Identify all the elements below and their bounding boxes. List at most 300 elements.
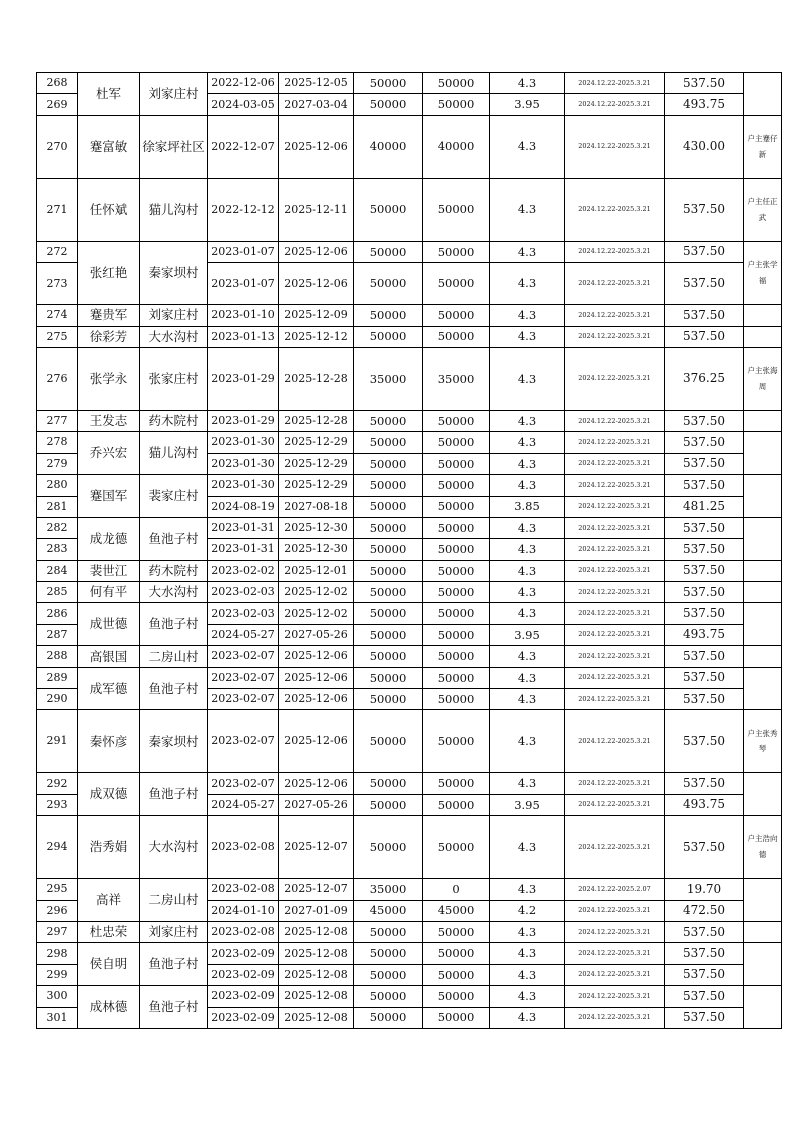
interest-rate-cell: 4.3 — [490, 241, 565, 262]
start-date-cell: 2023-02-07 — [208, 646, 279, 667]
loan-amount-cell: 50000 — [354, 539, 423, 560]
end-date-cell: 2025-12-29 — [279, 453, 354, 474]
row-number-cell: 289 — [37, 667, 78, 688]
remark-cell — [744, 560, 782, 581]
row-number-cell: 298 — [37, 943, 78, 964]
end-date-cell: 2025-12-08 — [279, 1007, 354, 1028]
row-number-cell: 270 — [37, 115, 78, 178]
interest-rate-cell: 3.85 — [490, 496, 565, 517]
start-date-cell: 2023-02-03 — [208, 603, 279, 624]
start-date-cell: 2023-01-10 — [208, 305, 279, 326]
remark-cell — [744, 517, 782, 560]
table-row — [37, 73, 782, 94]
row-number-cell: 269 — [37, 94, 78, 115]
subsidy-period-cell: 2024.12.22-2025.3.21 — [565, 517, 665, 538]
table-row — [37, 347, 782, 410]
subsidy-period-cell: 2024.12.22-2025.3.21 — [565, 900, 665, 921]
balance-cell: 50000 — [423, 646, 490, 667]
row-number-cell: 286 — [37, 603, 78, 624]
row-number-cell: 293 — [37, 794, 78, 815]
end-date-cell: 2025-12-28 — [279, 410, 354, 431]
interest-rate-cell: 4.3 — [490, 964, 565, 985]
village-cell: 刘家庄村 — [140, 73, 208, 116]
subsidy-amount-cell: 481.25 — [665, 496, 744, 517]
village-cell: 鱼池子村 — [140, 667, 208, 710]
subsidy-amount-cell: 537.50 — [665, 305, 744, 326]
start-date-cell: 2024-01-10 — [208, 900, 279, 921]
borrower-name-cell: 蹇国军 — [78, 475, 140, 518]
subsidy-amount-cell: 537.50 — [665, 241, 744, 262]
start-date-cell: 2023-01-07 — [208, 241, 279, 262]
interest-rate-cell: 3.95 — [490, 794, 565, 815]
end-date-cell: 2025-12-06 — [279, 667, 354, 688]
balance-cell: 50000 — [423, 816, 490, 879]
remark-text: 户主张海周 — [747, 366, 778, 391]
village-cell: 鱼池子村 — [140, 517, 208, 560]
end-date-cell: 2025-12-01 — [279, 560, 354, 581]
loan-amount-cell: 50000 — [354, 432, 423, 453]
balance-cell: 50000 — [423, 178, 490, 241]
start-date-cell: 2023-01-31 — [208, 539, 279, 560]
interest-rate-cell: 4.3 — [490, 667, 565, 688]
village-cell: 猫儿沟村 — [140, 178, 208, 241]
borrower-name-cell: 蹇贵军 — [78, 305, 140, 326]
end-date-cell: 2027-05-26 — [279, 794, 354, 815]
subsidy-period-cell: 2024.12.22-2025.3.21 — [565, 347, 665, 410]
subsidy-amount-cell: 537.50 — [665, 560, 744, 581]
borrower-name-cell: 秦怀彦 — [78, 710, 140, 773]
village-cell: 二房山村 — [140, 879, 208, 922]
end-date-cell: 2025-12-08 — [279, 986, 354, 1007]
interest-rate-cell: 4.3 — [490, 1007, 565, 1028]
end-date-cell: 2025-12-06 — [279, 115, 354, 178]
subsidy-period-cell: 2024.12.22-2025.3.21 — [565, 496, 665, 517]
start-date-cell: 2023-01-13 — [208, 326, 279, 347]
row-number-cell: 295 — [37, 879, 78, 900]
loan-amount-cell: 50000 — [354, 582, 423, 603]
loan-amount-cell: 50000 — [354, 560, 423, 581]
interest-rate-cell: 4.3 — [490, 560, 565, 581]
subsidy-period-cell: 2024.12.22-2025.3.21 — [565, 432, 665, 453]
interest-rate-cell: 4.3 — [490, 263, 565, 305]
remark-cell — [744, 667, 782, 710]
start-date-cell: 2023-01-31 — [208, 517, 279, 538]
balance-cell: 50000 — [423, 964, 490, 985]
subsidy-period-cell: 2024.12.22-2025.3.21 — [565, 582, 665, 603]
borrower-name-cell: 乔兴宏 — [78, 432, 140, 475]
balance-cell: 50000 — [423, 453, 490, 474]
row-number-cell: 271 — [37, 178, 78, 241]
start-date-cell: 2023-02-09 — [208, 986, 279, 1007]
start-date-cell: 2023-01-30 — [208, 432, 279, 453]
table-row — [37, 943, 782, 964]
loan-amount-cell: 50000 — [354, 496, 423, 517]
start-date-cell: 2023-02-07 — [208, 667, 279, 688]
table-row — [37, 432, 782, 453]
borrower-name-cell: 成龙德 — [78, 517, 140, 560]
balance-cell: 50000 — [423, 539, 490, 560]
table-row — [37, 603, 782, 624]
end-date-cell: 2025-12-12 — [279, 326, 354, 347]
end-date-cell: 2025-12-05 — [279, 73, 354, 94]
row-number-cell: 272 — [37, 241, 78, 262]
loan-amount-cell: 50000 — [354, 94, 423, 115]
subsidy-amount-cell: 376.25 — [665, 347, 744, 410]
balance-cell: 50000 — [423, 73, 490, 94]
balance-cell: 35000 — [423, 347, 490, 410]
table-row — [37, 986, 782, 1007]
remark-cell — [744, 582, 782, 603]
table-row — [37, 410, 782, 431]
subsidy-amount-cell: 537.50 — [665, 943, 744, 964]
interest-rate-cell: 4.3 — [490, 921, 565, 942]
remark-cell — [744, 305, 782, 326]
row-number-cell: 285 — [37, 582, 78, 603]
row-number-cell: 296 — [37, 900, 78, 921]
balance-cell: 50000 — [423, 1007, 490, 1028]
subsidy-period-cell: 2024.12.22-2025.3.21 — [565, 475, 665, 496]
interest-rate-cell: 4.3 — [490, 432, 565, 453]
borrower-name-cell: 徐彩芳 — [78, 326, 140, 347]
subsidy-amount-cell: 537.50 — [665, 773, 744, 794]
end-date-cell: 2025-12-06 — [279, 689, 354, 710]
village-cell: 刘家庄村 — [140, 921, 208, 942]
subsidy-amount-cell: 537.50 — [665, 689, 744, 710]
start-date-cell: 2023-01-07 — [208, 263, 279, 305]
borrower-name-cell: 张学永 — [78, 347, 140, 410]
balance-cell: 50000 — [423, 582, 490, 603]
row-number-cell: 281 — [37, 496, 78, 517]
end-date-cell: 2025-12-06 — [279, 710, 354, 773]
start-date-cell: 2023-02-08 — [208, 921, 279, 942]
borrower-name-cell: 成林德 — [78, 986, 140, 1029]
remark-cell — [744, 879, 782, 922]
table-row — [37, 646, 782, 667]
subsidy-amount-cell: 537.50 — [665, 816, 744, 879]
village-cell: 二房山村 — [140, 646, 208, 667]
balance-cell: 50000 — [423, 921, 490, 942]
subsidy-period-cell: 2024.12.22-2025.3.21 — [565, 689, 665, 710]
subsidy-period-cell: 2024.12.22-2025.3.21 — [565, 710, 665, 773]
interest-rate-cell: 4.3 — [490, 603, 565, 624]
start-date-cell: 2023-02-09 — [208, 943, 279, 964]
loan-subsidy-table-page — [36, 72, 782, 1029]
end-date-cell: 2025-12-11 — [279, 178, 354, 241]
start-date-cell: 2023-02-09 — [208, 1007, 279, 1028]
end-date-cell: 2027-08-18 — [279, 496, 354, 517]
subsidy-amount-cell: 537.50 — [665, 73, 744, 94]
remark-cell — [744, 115, 782, 178]
balance-cell: 50000 — [423, 496, 490, 517]
subsidy-amount-cell: 537.50 — [665, 921, 744, 942]
row-number-cell: 301 — [37, 1007, 78, 1028]
end-date-cell: 2025-12-06 — [279, 241, 354, 262]
interest-rate-cell: 4.3 — [490, 773, 565, 794]
subsidy-amount-cell: 537.50 — [665, 603, 744, 624]
interest-rate-cell: 4.3 — [490, 305, 565, 326]
remark-text: 户主任正武 — [747, 197, 778, 222]
row-number-cell: 290 — [37, 689, 78, 710]
balance-cell: 50000 — [423, 263, 490, 305]
balance-cell: 50000 — [423, 794, 490, 815]
end-date-cell: 2025-12-02 — [279, 582, 354, 603]
remark-text: 户主张秀琴 — [747, 728, 778, 754]
table-row — [37, 582, 782, 603]
remark-cell — [744, 816, 782, 879]
subsidy-period-cell: 2024.12.22-2025.3.21 — [565, 178, 665, 241]
subsidy-period-cell: 2024.12.22-2025.3.21 — [565, 539, 665, 560]
end-date-cell: 2025-12-29 — [279, 432, 354, 453]
loan-amount-cell: 45000 — [354, 900, 423, 921]
remark-text: 户主浩向德 — [747, 834, 778, 860]
loan-amount-cell: 50000 — [354, 943, 423, 964]
row-number-cell: 274 — [37, 305, 78, 326]
row-number-cell: 284 — [37, 560, 78, 581]
subsidy-amount-cell: 537.50 — [665, 432, 744, 453]
subsidy-amount-cell: 537.50 — [665, 539, 744, 560]
end-date-cell: 2025-12-08 — [279, 921, 354, 942]
subsidy-period-cell: 2024.12.22-2025.2.07 — [565, 879, 665, 900]
loan-amount-cell: 50000 — [354, 263, 423, 305]
balance-cell: 50000 — [423, 241, 490, 262]
balance-cell: 50000 — [423, 560, 490, 581]
table-row — [37, 517, 782, 538]
village-cell: 张家庄村 — [140, 347, 208, 410]
row-number-cell: 277 — [37, 410, 78, 431]
subsidy-period-cell: 2024.12.22-2025.3.21 — [565, 603, 665, 624]
subsidy-period-cell: 2024.12.22-2025.3.21 — [565, 1007, 665, 1028]
village-cell: 鱼池子村 — [140, 773, 208, 816]
borrower-name-cell: 杜军 — [78, 73, 140, 116]
subsidy-amount-cell: 537.50 — [665, 453, 744, 474]
borrower-name-cell: 浩秀娟 — [78, 816, 140, 879]
balance-cell: 50000 — [423, 305, 490, 326]
remark-cell — [744, 432, 782, 475]
row-number-cell: 292 — [37, 773, 78, 794]
loan-amount-cell: 50000 — [354, 624, 423, 645]
start-date-cell: 2022-12-06 — [208, 73, 279, 94]
loan-amount-cell: 50000 — [354, 603, 423, 624]
village-cell: 鱼池子村 — [140, 943, 208, 986]
loan-amount-cell: 50000 — [354, 410, 423, 431]
interest-rate-cell: 4.3 — [490, 689, 565, 710]
borrower-name-cell: 成世德 — [78, 603, 140, 646]
loan-amount-cell: 50000 — [354, 921, 423, 942]
balance-cell: 50000 — [423, 689, 490, 710]
subsidy-period-cell: 2024.12.22-2025.3.21 — [565, 263, 665, 305]
table-row — [37, 816, 782, 879]
loan-amount-cell: 50000 — [354, 710, 423, 773]
balance-cell: 50000 — [423, 326, 490, 347]
subsidy-amount-cell: 493.75 — [665, 794, 744, 815]
subsidy-amount-cell: 537.50 — [665, 1007, 744, 1028]
loan-amount-cell: 50000 — [354, 241, 423, 262]
interest-rate-cell: 4.3 — [490, 517, 565, 538]
village-cell: 徐家坪社区 — [140, 115, 208, 178]
village-cell: 秦家坝村 — [140, 710, 208, 773]
table-row — [37, 921, 782, 942]
village-cell: 鱼池子村 — [140, 986, 208, 1029]
start-date-cell: 2023-02-02 — [208, 560, 279, 581]
subsidy-period-cell: 2024.12.22-2025.3.21 — [565, 326, 665, 347]
subsidy-period-cell: 2024.12.22-2025.3.21 — [565, 667, 665, 688]
remark-cell — [744, 241, 782, 304]
village-cell: 猫儿沟村 — [140, 432, 208, 475]
loan-amount-cell: 40000 — [354, 115, 423, 178]
start-date-cell: 2023-02-09 — [208, 964, 279, 985]
remark-cell — [744, 347, 782, 410]
interest-rate-cell: 3.95 — [490, 94, 565, 115]
subsidy-amount-cell: 537.50 — [665, 710, 744, 773]
subsidy-amount-cell: 537.50 — [665, 582, 744, 603]
table-row — [37, 879, 782, 900]
start-date-cell: 2022-12-07 — [208, 115, 279, 178]
loan-amount-cell: 50000 — [354, 667, 423, 688]
village-cell: 药木院村 — [140, 410, 208, 431]
subsidy-period-cell: 2024.12.22-2025.3.21 — [565, 624, 665, 645]
table-row — [37, 115, 782, 178]
table-row — [37, 667, 782, 688]
subsidy-period-cell: 2024.12.22-2025.3.21 — [565, 943, 665, 964]
interest-rate-cell: 4.3 — [490, 475, 565, 496]
end-date-cell: 2025-12-30 — [279, 517, 354, 538]
subsidy-period-cell: 2024.12.22-2025.3.21 — [565, 560, 665, 581]
end-date-cell: 2025-12-02 — [279, 603, 354, 624]
borrower-name-cell: 高祥 — [78, 879, 140, 922]
balance-cell: 50000 — [423, 624, 490, 645]
interest-rate-cell: 4.3 — [490, 816, 565, 879]
remark-cell — [744, 646, 782, 667]
row-number-cell: 283 — [37, 539, 78, 560]
interest-rate-cell: 4.3 — [490, 347, 565, 410]
table-row — [37, 710, 782, 773]
interest-rate-cell: 4.3 — [490, 410, 565, 431]
borrower-name-cell: 裴世江 — [78, 560, 140, 581]
loan-amount-cell: 50000 — [354, 773, 423, 794]
balance-cell: 50000 — [423, 517, 490, 538]
row-number-cell: 275 — [37, 326, 78, 347]
loan-amount-cell: 50000 — [354, 1007, 423, 1028]
village-cell: 大水沟村 — [140, 582, 208, 603]
remark-cell — [744, 986, 782, 1029]
remark-cell — [744, 73, 782, 116]
subsidy-period-cell: 2024.12.22-2025.3.21 — [565, 94, 665, 115]
loan-amount-cell: 50000 — [354, 475, 423, 496]
village-cell: 鱼池子村 — [140, 603, 208, 646]
end-date-cell: 2027-01-09 — [279, 900, 354, 921]
interest-rate-cell: 4.3 — [490, 879, 565, 900]
balance-cell: 50000 — [423, 943, 490, 964]
interest-rate-cell: 4.3 — [490, 986, 565, 1007]
interest-rate-cell: 4.3 — [490, 178, 565, 241]
loan-amount-cell: 50000 — [354, 646, 423, 667]
row-number-cell: 287 — [37, 624, 78, 645]
interest-rate-cell: 4.3 — [490, 326, 565, 347]
interest-rate-cell: 4.3 — [490, 73, 565, 94]
row-number-cell: 294 — [37, 816, 78, 879]
subsidy-amount-cell: 537.50 — [665, 178, 744, 241]
row-number-cell: 276 — [37, 347, 78, 410]
start-date-cell: 2022-12-12 — [208, 178, 279, 241]
borrower-name-cell: 张红艳 — [78, 241, 140, 304]
row-number-cell: 291 — [37, 710, 78, 773]
remark-cell — [744, 475, 782, 518]
loan-amount-cell: 35000 — [354, 879, 423, 900]
interest-rate-cell: 4.3 — [490, 539, 565, 560]
balance-cell: 40000 — [423, 115, 490, 178]
loan-amount-cell: 50000 — [354, 689, 423, 710]
subsidy-period-cell: 2024.12.22-2025.3.21 — [565, 816, 665, 879]
loan-subsidy-table — [36, 72, 782, 1029]
balance-cell: 50000 — [423, 667, 490, 688]
borrower-name-cell: 王发志 — [78, 410, 140, 431]
interest-rate-cell: 4.3 — [490, 115, 565, 178]
subsidy-amount-cell: 537.50 — [665, 667, 744, 688]
loan-amount-cell: 50000 — [354, 326, 423, 347]
start-date-cell: 2023-01-30 — [208, 453, 279, 474]
subsidy-amount-cell: 537.50 — [665, 475, 744, 496]
end-date-cell: 2025-12-08 — [279, 964, 354, 985]
loan-amount-cell: 50000 — [354, 794, 423, 815]
loan-amount-cell: 35000 — [354, 347, 423, 410]
borrower-name-cell: 成双德 — [78, 773, 140, 816]
row-number-cell: 288 — [37, 646, 78, 667]
remark-cell — [744, 773, 782, 816]
subsidy-period-cell: 2024.12.22-2025.3.21 — [565, 115, 665, 178]
end-date-cell: 2025-12-08 — [279, 943, 354, 964]
end-date-cell: 2027-05-26 — [279, 624, 354, 645]
subsidy-amount-cell: 537.50 — [665, 517, 744, 538]
subsidy-period-cell: 2024.12.22-2025.3.21 — [565, 794, 665, 815]
end-date-cell: 2025-12-06 — [279, 773, 354, 794]
remark-cell — [744, 410, 782, 431]
balance-cell: 0 — [423, 879, 490, 900]
remark-cell — [744, 921, 782, 942]
row-number-cell: 280 — [37, 475, 78, 496]
row-number-cell: 273 — [37, 263, 78, 305]
subsidy-period-cell: 2024.12.22-2025.3.21 — [565, 305, 665, 326]
end-date-cell: 2025-12-07 — [279, 816, 354, 879]
subsidy-period-cell: 2024.12.22-2025.3.21 — [565, 453, 665, 474]
end-date-cell: 2027-03-04 — [279, 94, 354, 115]
remark-cell — [744, 943, 782, 986]
subsidy-amount-cell: 537.50 — [665, 964, 744, 985]
loan-amount-cell: 50000 — [354, 964, 423, 985]
row-number-cell: 300 — [37, 986, 78, 1007]
borrower-name-cell: 任怀斌 — [78, 178, 140, 241]
row-number-cell: 268 — [37, 73, 78, 94]
subsidy-amount-cell: 493.75 — [665, 624, 744, 645]
remark-cell — [744, 710, 782, 773]
village-cell: 大水沟村 — [140, 326, 208, 347]
balance-cell: 50000 — [423, 432, 490, 453]
borrower-name-cell: 杜忠荣 — [78, 921, 140, 942]
subsidy-amount-cell: 19.70 — [665, 879, 744, 900]
subsidy-amount-cell: 537.50 — [665, 410, 744, 431]
subsidy-period-cell: 2024.12.22-2025.3.21 — [565, 964, 665, 985]
balance-cell: 45000 — [423, 900, 490, 921]
subsidy-period-cell: 2024.12.22-2025.3.21 — [565, 773, 665, 794]
end-date-cell: 2025-12-07 — [279, 879, 354, 900]
remark-cell — [744, 178, 782, 241]
table-row — [37, 241, 782, 262]
start-date-cell: 2023-02-07 — [208, 710, 279, 773]
remark-text: 户主张学福 — [747, 260, 778, 285]
table-row — [37, 773, 782, 794]
subsidy-period-cell: 2024.12.22-2025.3.21 — [565, 410, 665, 431]
start-date-cell: 2024-08-19 — [208, 496, 279, 517]
subsidy-amount-cell: 493.75 — [665, 94, 744, 115]
